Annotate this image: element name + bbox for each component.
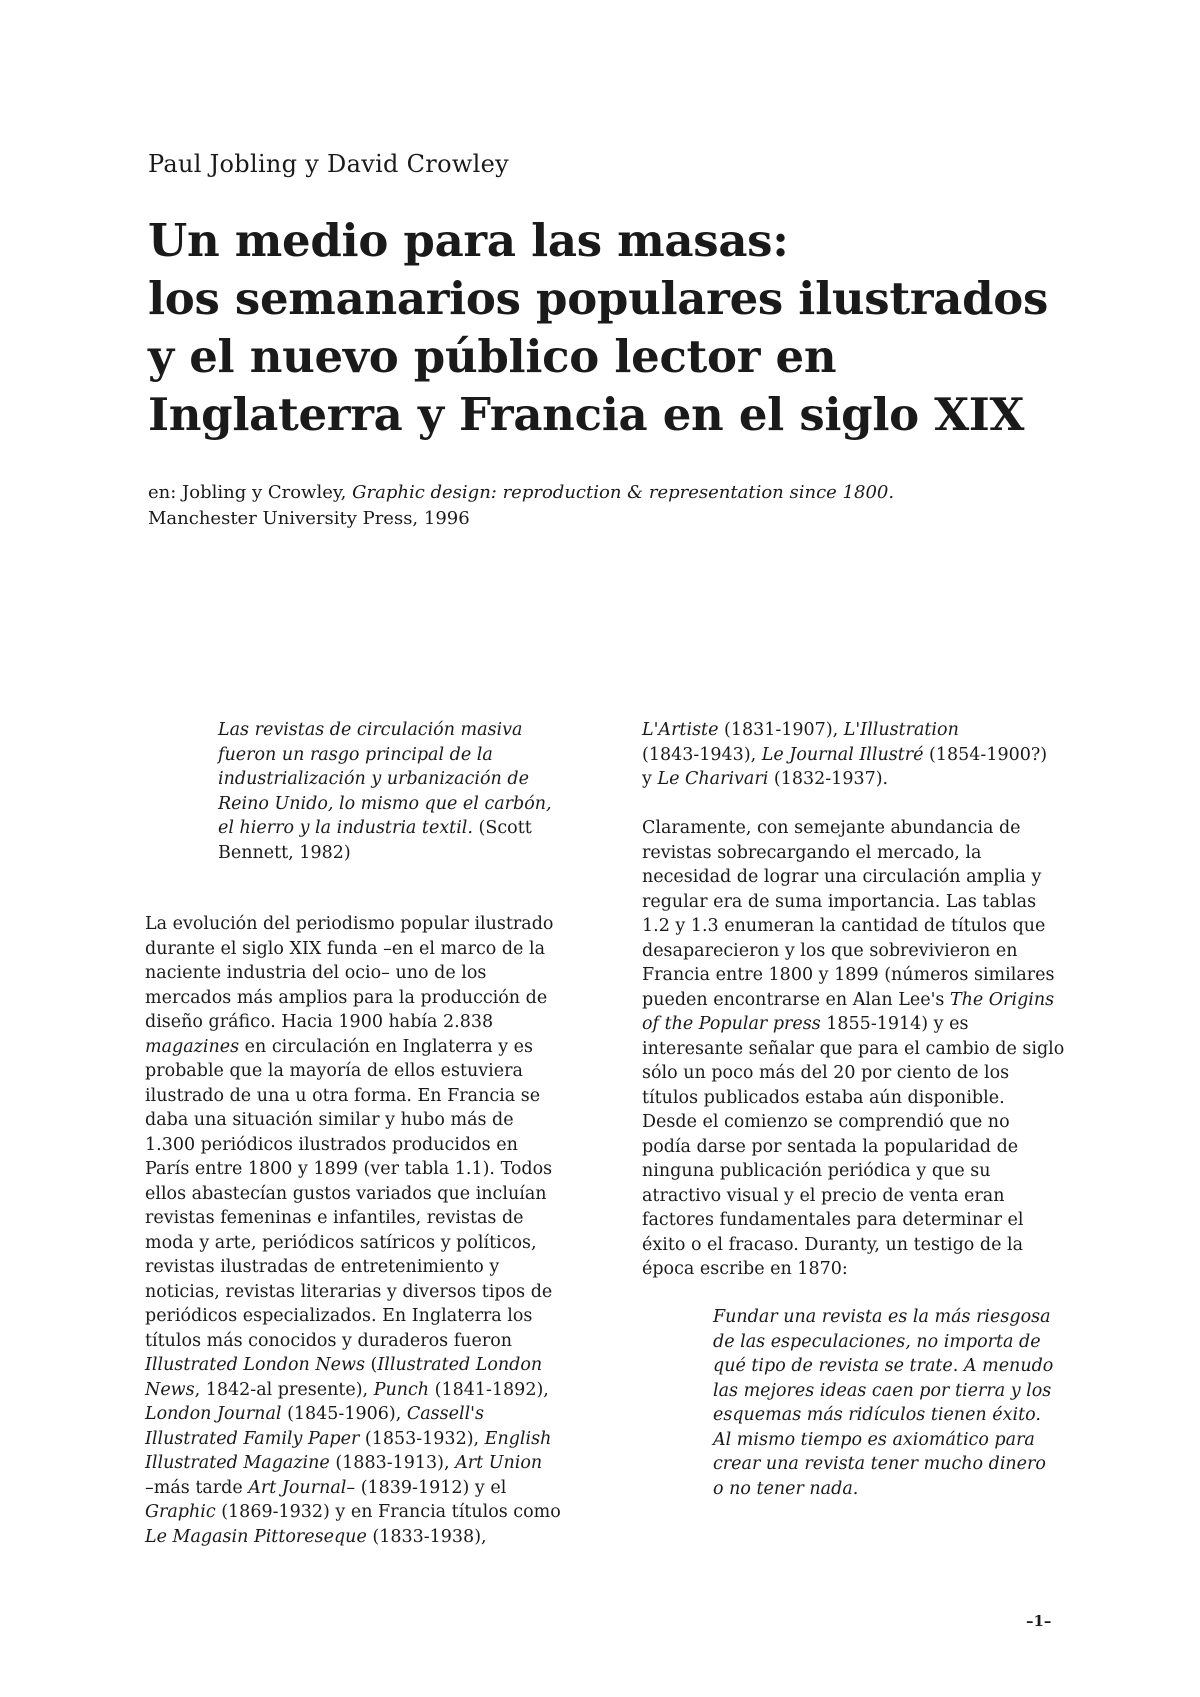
body-line	[145, 1035, 585, 1060]
epigraph-line: industrialización y urbanización de	[218, 769, 529, 789]
body-line: Claramente, con semejante abundancia de	[642, 818, 1021, 838]
publication-title: Le Journal Illustré	[761, 744, 924, 765]
quote-line: las mejores ideas caen por tierra y los	[713, 1380, 1052, 1401]
quote-line: crear una revista tener mucho dinero	[713, 1454, 1046, 1474]
body-line: necesidad de lograr una circulación amplia y	[642, 867, 1042, 887]
body-line: París entre 1800 y 1899 (ver tabla 1.1). Todos	[145, 1159, 553, 1179]
italic-term: magazines	[145, 1036, 240, 1057]
body-text: (1883-1913),	[329, 1453, 456, 1473]
body-line	[145, 1378, 585, 1403]
epigraph-line	[218, 816, 598, 841]
publication-title: L'Artiste	[642, 720, 719, 740]
body-line	[642, 767, 1082, 792]
publication-title: News	[145, 1379, 195, 1400]
body-line: probable que la mayoría de ellos estuviera	[145, 1061, 523, 1081]
publication-title: Punch	[373, 1379, 430, 1400]
publication-title: Art Journal	[248, 1477, 347, 1498]
body-line	[145, 1500, 585, 1525]
quote-line: esquemas más ridículos tienen éxito.	[713, 1405, 1041, 1425]
body-line: mercados más amplios para la producción de	[145, 987, 548, 1008]
quote-line: o no tener nada.	[713, 1478, 859, 1499]
body-line	[145, 1476, 585, 1501]
publication-title: London Journal	[145, 1404, 282, 1424]
body-line: revistas ilustradas de entretenimiento y	[145, 1257, 500, 1277]
source-citation	[148, 480, 894, 532]
body-column-right	[642, 816, 1082, 1282]
epigraph-quote	[218, 718, 598, 865]
body-line: títulos publicados estaba aún disponible.	[642, 1087, 1005, 1108]
body-line: Desde el comienzo se comprendió que no	[642, 1112, 1010, 1132]
body-text: y	[642, 769, 658, 789]
body-text: (1841-1892),	[429, 1379, 549, 1400]
publication-title: L'Illustration	[843, 720, 959, 740]
body-line	[642, 1012, 1082, 1037]
body-line: interesante señalar que para el cambio de siglo	[642, 1038, 1065, 1059]
body-line: ellos abastecían gustos variados que incluían	[145, 1183, 547, 1204]
body-line: daba una situación similar y hubo más de	[145, 1110, 514, 1130]
article-title	[148, 212, 1148, 444]
body-line: noticias, revistas literarias y diversos tipos de	[145, 1281, 553, 1302]
source-line-1	[148, 480, 894, 506]
body-column-right-continuation	[642, 718, 1082, 792]
publication-title: Le Charivari	[657, 769, 769, 789]
body-line	[145, 1402, 585, 1427]
body-line: revistas femeninas e infantiles, revistas de	[145, 1208, 524, 1228]
quote-line: qué tipo de revista se trate. A menudo	[713, 1356, 1054, 1376]
quote-line: de las especulaciones, no importa de	[713, 1331, 1041, 1352]
epigraph-attribution: (Scott	[472, 818, 532, 838]
body-text: (1854-1900?)	[923, 744, 1048, 765]
body-line: atractivo visual y el precio de venta eran	[642, 1185, 1005, 1206]
body-line: durante el siglo XIX funda –en el marco de la	[145, 938, 545, 959]
body-text: (1831-1907),	[718, 720, 844, 740]
quote-line: Al mismo tiempo es axiomático para	[713, 1429, 1035, 1450]
body-line	[145, 1525, 585, 1550]
publication-title: English	[484, 1428, 552, 1449]
title-line: los semanarios populares ilustrados	[148, 272, 1049, 325]
epigraph-line: Reino Unido, lo mismo que el carbón,	[218, 793, 552, 814]
body-text: en circulación en Inglaterra y es	[239, 1036, 533, 1057]
page-number: –1–	[1026, 1612, 1052, 1630]
epigraph-line: fueron un rasgo principal de la	[218, 744, 493, 765]
body-line	[642, 743, 1082, 768]
body-line: podía darse por sentada la popularidad de	[642, 1136, 1019, 1157]
body-line	[145, 1427, 585, 1452]
publication-title: Illustrated London	[377, 1355, 543, 1375]
body-line: ilustrado de una u otra forma. En Francia se	[145, 1085, 541, 1106]
body-line	[145, 1451, 585, 1476]
epigraph-attribution: Bennett, 1982)	[218, 842, 351, 863]
title-line: y el nuevo público lector en	[148, 330, 837, 383]
body-line: La evolución del periodismo popular ilustrado	[145, 914, 554, 934]
body-column-left	[145, 912, 585, 1549]
title-line: Inglaterra y Francia en el siglo XIX	[148, 388, 1025, 441]
quote-line: Fundar una revista es la más riesgosa	[713, 1307, 1051, 1327]
epigraph-line: Las revistas de circulación masiva	[218, 720, 523, 740]
body-text: (1869-1932) y en Francia títulos como	[215, 1502, 561, 1522]
body-line	[145, 1353, 585, 1378]
publication-title: Illustrated London News	[145, 1355, 365, 1375]
publication-title: Art Union	[455, 1453, 543, 1473]
body-text: , 1842-al presente),	[194, 1379, 374, 1400]
body-line: 1.300 periódicos ilustrados producidos en	[145, 1134, 518, 1155]
body-line: Francia entre 1800 y 1899 (números similares	[642, 965, 1055, 985]
body-text: (1843-1943),	[642, 744, 762, 765]
author-line: Paul Jobling y David Crowley	[148, 150, 510, 178]
body-line: época escribe en 1870:	[642, 1259, 848, 1279]
body-line: regular era de suma importancia. Las tablas	[642, 891, 1037, 912]
body-line: naciente industria del ocio– uno de los	[145, 963, 487, 983]
body-text: (1853-1932),	[359, 1428, 485, 1449]
title-line: Un medio para las masas:	[148, 214, 789, 267]
body-text: (1833-1938),	[366, 1526, 487, 1547]
body-line: éxito o el fracaso. Duranty, un testigo de la	[642, 1234, 1024, 1255]
body-line: sólo un poco más del 20 por ciento de los	[642, 1063, 1010, 1083]
body-text: – (1839-1912) y el	[346, 1477, 507, 1498]
body-line: desaparecieron y los que sobrevivieron en	[642, 940, 1018, 961]
publication-title: The Origins	[949, 989, 1055, 1010]
body-line: ninguna publicación periódica y que su	[642, 1161, 991, 1181]
body-text: pueden encontrarse en Alan Lee's	[642, 989, 950, 1010]
body-line: 1.2 y 1.3 enumeran la cantidad de títulos que	[642, 916, 1046, 936]
publication-title: of the Popular press	[642, 1014, 821, 1034]
block-quote	[713, 1305, 1093, 1501]
source-publisher: Manchester University Press, 1996	[148, 508, 470, 529]
body-text: (	[364, 1355, 378, 1375]
body-line	[642, 718, 1082, 743]
publication-title: Illustrated Family Paper	[145, 1428, 360, 1449]
body-text: (1832-1937).	[768, 769, 889, 789]
body-line: revistas sobrecargando el mercado, la	[642, 842, 982, 863]
body-text: (1845-1906),	[281, 1404, 407, 1424]
epigraph-text: el hierro y la industria textil.	[218, 818, 473, 838]
body-line: factores fundamentales para determinar el	[642, 1210, 1024, 1230]
body-text: 1855-1914) y es	[820, 1014, 969, 1034]
body-line: periódicos especializados. En Inglaterra los	[145, 1306, 533, 1326]
body-line: títulos más conocidos y duraderos fueron	[145, 1330, 513, 1351]
source-prefix: en: Jobling y Crowley,	[148, 482, 353, 503]
source-book-title: Graphic design: reproduction & representation since 1800.	[352, 482, 895, 503]
publication-title: Cassell's	[406, 1404, 484, 1424]
body-line: moda y arte, periódicos satíricos y políticos,	[145, 1232, 537, 1253]
body-line: diseño gráfico. Hacia 1900 había 2.838	[145, 1012, 494, 1032]
body-text: –más tarde	[145, 1477, 249, 1498]
body-line	[642, 988, 1082, 1013]
publication-title: Illustrated Magazine	[145, 1453, 330, 1473]
publication-title: Le Magasin Pittoreseque	[145, 1526, 367, 1547]
publication-title: Graphic	[145, 1502, 216, 1522]
